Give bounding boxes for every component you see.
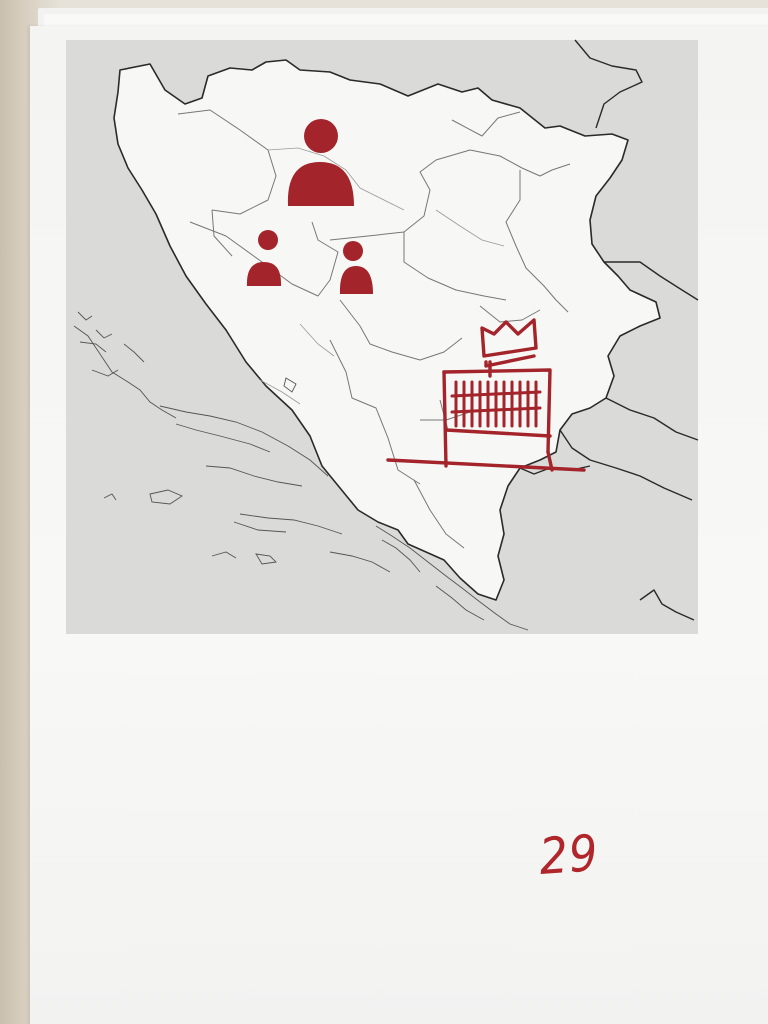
building-bars (452, 382, 540, 426)
page-number: 29 (537, 824, 601, 886)
small-person-icon-left (258, 230, 278, 250)
small-person-icon-right (343, 241, 363, 261)
large-person-icon (304, 119, 338, 153)
